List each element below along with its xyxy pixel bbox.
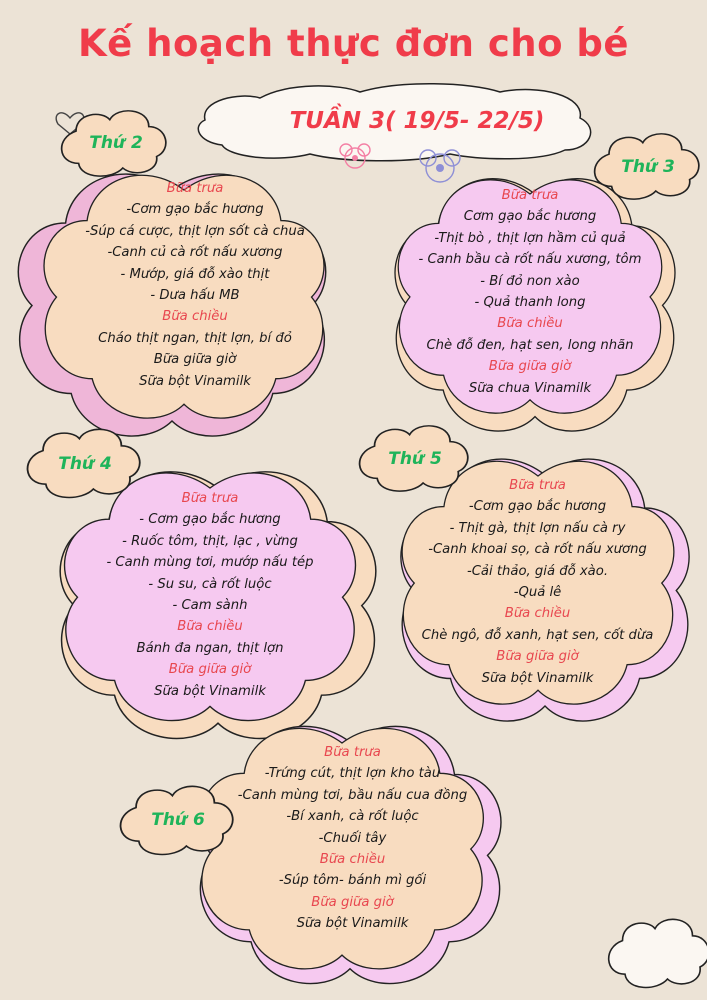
menu-item: -Canh khoai sọ, cà rốt nấu xương bbox=[428, 542, 647, 558]
menu-item: -Canh củ cà rốt nấu xương bbox=[107, 245, 283, 261]
menu-thu-2 bbox=[45, 178, 345, 392]
menu-item: - Mướp, giá đỗ xào thịt bbox=[120, 266, 270, 282]
meal-heading: Bữa trưa bbox=[166, 181, 224, 196]
menu-thu-3 bbox=[405, 185, 655, 399]
meal-heading: Bữa trưa bbox=[501, 188, 559, 203]
meal-heading: Bữa trưa bbox=[181, 491, 239, 506]
menu-item: - Canh bầu cà rốt nấu xương, tôm bbox=[418, 252, 642, 268]
cloud-icon bbox=[609, 919, 707, 987]
meal-heading: Bữa chiều bbox=[162, 309, 228, 325]
day-label-thu-6: Thứ 6 bbox=[151, 810, 205, 830]
week-label: TUẦN 3( 19/5- 22/5) bbox=[289, 108, 545, 134]
menu-item: Sữa chua Vinamilk bbox=[468, 380, 592, 396]
menu-item: Sữa bột Vinamilk bbox=[296, 916, 409, 932]
page-title: Kế hoạch thực đơn cho bé bbox=[78, 22, 629, 65]
menu-item: Chè đỗ đen, hạt sen, long nhãn bbox=[426, 337, 634, 353]
menu-item: - Thịt gà, thịt lợn nấu cà ry bbox=[449, 520, 626, 536]
menu-item: - Cam sành bbox=[172, 598, 248, 614]
menu-item: -Canh mùng tơi, bầu nấu cua đồng bbox=[237, 787, 468, 803]
menu-item: -Bí xanh, cà rốt luộc bbox=[286, 809, 419, 825]
menu-item: -Cơm gạo bắc hương bbox=[126, 202, 264, 218]
day-label-thu-2: Thứ 2 bbox=[89, 133, 143, 153]
menu-item: - Su su, cà rốt luộc bbox=[148, 576, 272, 592]
menu-item: -Cơm gạo bắc hương bbox=[468, 499, 607, 515]
meal-heading: Bữa chiều bbox=[497, 316, 563, 332]
menu-item: - Quả thanh long bbox=[474, 295, 586, 311]
menu-item: - Canh mùng tơi, mướp nấu tép bbox=[106, 555, 314, 571]
menu-item: -Chuối tây bbox=[318, 830, 387, 846]
meal-heading: Bữa giữa giờ bbox=[311, 894, 394, 910]
menu-item: Cơm gạo bắc hương bbox=[463, 209, 597, 225]
meal-heading: Bữa giữa giờ bbox=[496, 649, 579, 665]
meal-heading: Bữa chiều bbox=[319, 852, 386, 868]
menu-item: - Dưa hấu MB bbox=[150, 288, 240, 304]
menu-item: -Quả lê bbox=[513, 585, 562, 601]
menu-item: Chè ngô, đỗ xanh, hạt sen, cốt dừa bbox=[421, 627, 654, 643]
day-label-thu-3: Thứ 3 bbox=[621, 157, 675, 177]
meal-heading: Bữa trưa bbox=[324, 745, 381, 760]
menu-thu-4 bbox=[70, 488, 350, 702]
day-label-thu-4: Thứ 4 bbox=[58, 454, 112, 474]
meal-heading: Bữa chiều bbox=[177, 619, 243, 635]
meal-heading: Bữa giữa giờ bbox=[488, 359, 572, 375]
menu-item: Sữa bột Vinamilk bbox=[154, 683, 266, 699]
meal-heading: Bữa chiều bbox=[504, 606, 571, 622]
menu-item: Bữa giữa giờ bbox=[153, 352, 237, 368]
menu-item: Sữa bột Vinamilk bbox=[139, 373, 251, 389]
menu-thu-5 bbox=[395, 475, 680, 689]
menu-item: -Trứng cút, thịt lợn kho tàu bbox=[264, 766, 441, 782]
menu-item: Cháo thịt ngan, thịt lợn, bí đỏ bbox=[98, 330, 292, 346]
meal-heading: Bữa giữa giờ bbox=[168, 662, 252, 678]
menu-item: - Ruốc tôm, thịt, lạc , vừng bbox=[122, 533, 298, 549]
menu-item: -Thịt bò , thịt lợn hầm củ quả bbox=[434, 230, 626, 246]
meal-heading: Bữa trưa bbox=[509, 478, 566, 493]
menu-item: -Súp tôm- bánh mì gối bbox=[278, 873, 427, 889]
menu-item: Sữa bột Vinamilk bbox=[481, 670, 594, 686]
menu-item: - Bí đỏ non xào bbox=[480, 273, 580, 289]
menu-item: - Cơm gạo bắc hương bbox=[139, 512, 281, 528]
day-label-thu-5: Thứ 5 bbox=[388, 449, 442, 469]
menu-item: -Cải thảo, giá đỗ xào. bbox=[466, 563, 609, 579]
menu-item: -Súp cá cược, thịt lợn sốt cà chua bbox=[85, 223, 305, 239]
menu-thu-6 bbox=[220, 742, 485, 935]
menu-item: Bánh đa ngan, thịt lợn bbox=[136, 640, 284, 656]
